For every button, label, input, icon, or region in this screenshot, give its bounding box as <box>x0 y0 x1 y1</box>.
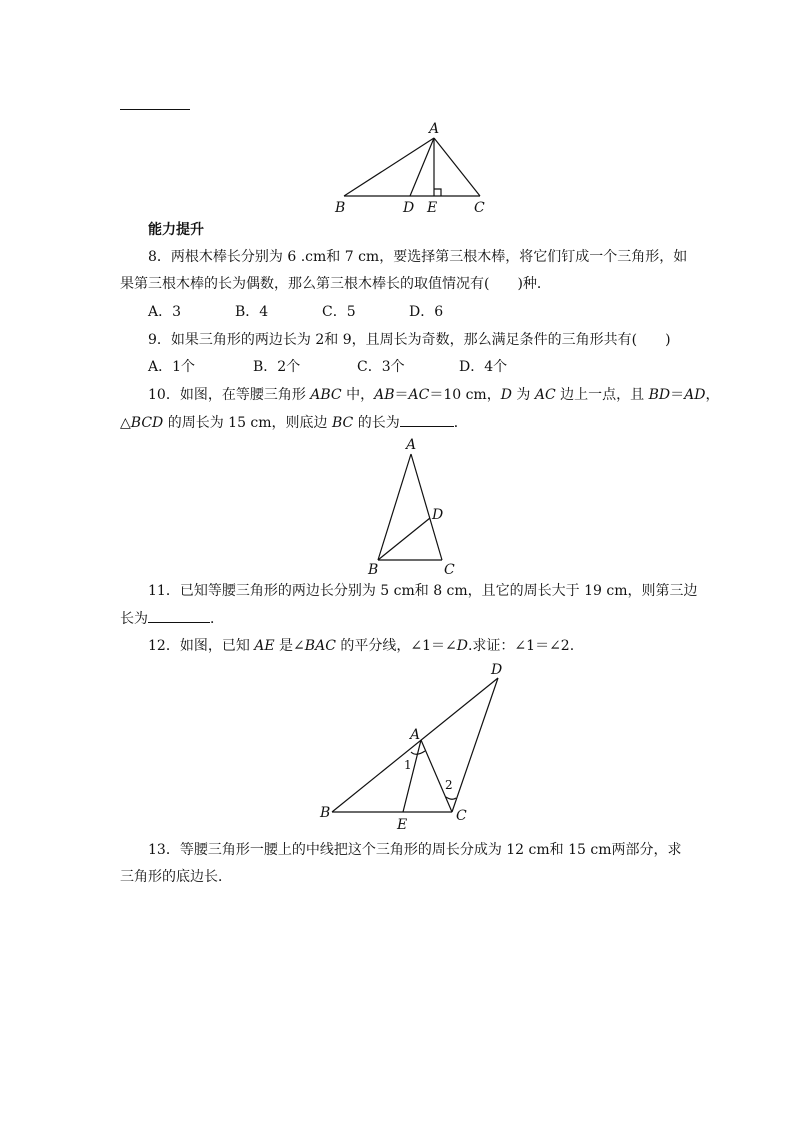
fig3-label-c: C <box>456 808 467 824</box>
fig3-label-a: A <box>410 727 421 743</box>
fig1-label-b: B <box>335 200 346 216</box>
q8-option-b[interactable]: B．4 <box>235 304 269 320</box>
q9-option-c[interactable]: C．3个 <box>357 359 405 375</box>
section-title: 能力提升 <box>148 222 204 238</box>
fig3-label-e: E <box>397 817 408 833</box>
fig3-label-b: B <box>320 805 331 821</box>
q9-option-d[interactable]: D．4个 <box>459 359 508 375</box>
fig1-label-a: A <box>429 121 440 137</box>
fig1-label-c: C <box>474 200 485 216</box>
fig1-label-e: E <box>427 200 438 216</box>
q8-line1: 8．两根木棒长分别为 6 .cm和 7 cm，要选择第三根木棒，将它们钉成一个三角形，如 <box>148 249 688 265</box>
fig1-label-d: D <box>403 200 415 216</box>
q8-option-a[interactable]: A．3 <box>148 304 182 320</box>
fig3-label-angle-2: 2 <box>445 778 453 792</box>
q10-line2: △BCD 的周长为 15 cm，则底边 BC 的长为 ． <box>120 412 680 433</box>
q8-line2: 果第三根木棒的长为偶数，那么第三根木棒长的取值情况有( )种． <box>120 276 551 292</box>
q11-line2: 长为 ． <box>120 608 680 629</box>
fig2-label-d: D <box>432 507 444 523</box>
fig2-label-c: C <box>444 562 455 578</box>
fig3-label-angle-1: 1 <box>404 758 412 772</box>
q13-line2: 三角形的底边长． <box>120 869 232 885</box>
q9-option-b[interactable]: B．2个 <box>253 359 301 375</box>
q11-answer-blank[interactable] <box>148 608 210 623</box>
q12-line1: 12．如图，已知 AE 是∠BAC 的平分线，∠1＝∠D.求证：∠1＝∠2. <box>148 638 575 654</box>
q13-line1: 13．等腰三角形一腰上的中线把这个三角形的周长分成为 12 cm和 15 cm两部分，求 <box>148 842 682 858</box>
q11-line1: 11．已知等腰三角形的两边长分别为 5 cm和 8 cm，且它的周长大于 19 cm，则第三边 <box>148 583 698 599</box>
fig3-label-d: D <box>491 662 503 678</box>
fig2-label-b: B <box>368 562 379 578</box>
q8-option-c[interactable]: C．5 <box>322 304 356 320</box>
q10-answer-blank[interactable] <box>400 412 454 427</box>
q10-line1: 10．如图，在等腰三角形 ABC 中，AB＝AC＝10 cm，D 为 AC 边上一点，且 BD＝AD， <box>148 387 720 403</box>
q8-option-d[interactable]: D．6 <box>409 304 444 320</box>
q9-option-a[interactable]: A．1个 <box>148 359 196 375</box>
answer-blank-top[interactable] <box>120 108 190 110</box>
q9-line1: 9．如果三角形的两边长为 2和 9，且周长为奇数，那么满足条件的三角形共有( ) <box>148 332 671 348</box>
fig2-label-a: A <box>406 437 417 453</box>
